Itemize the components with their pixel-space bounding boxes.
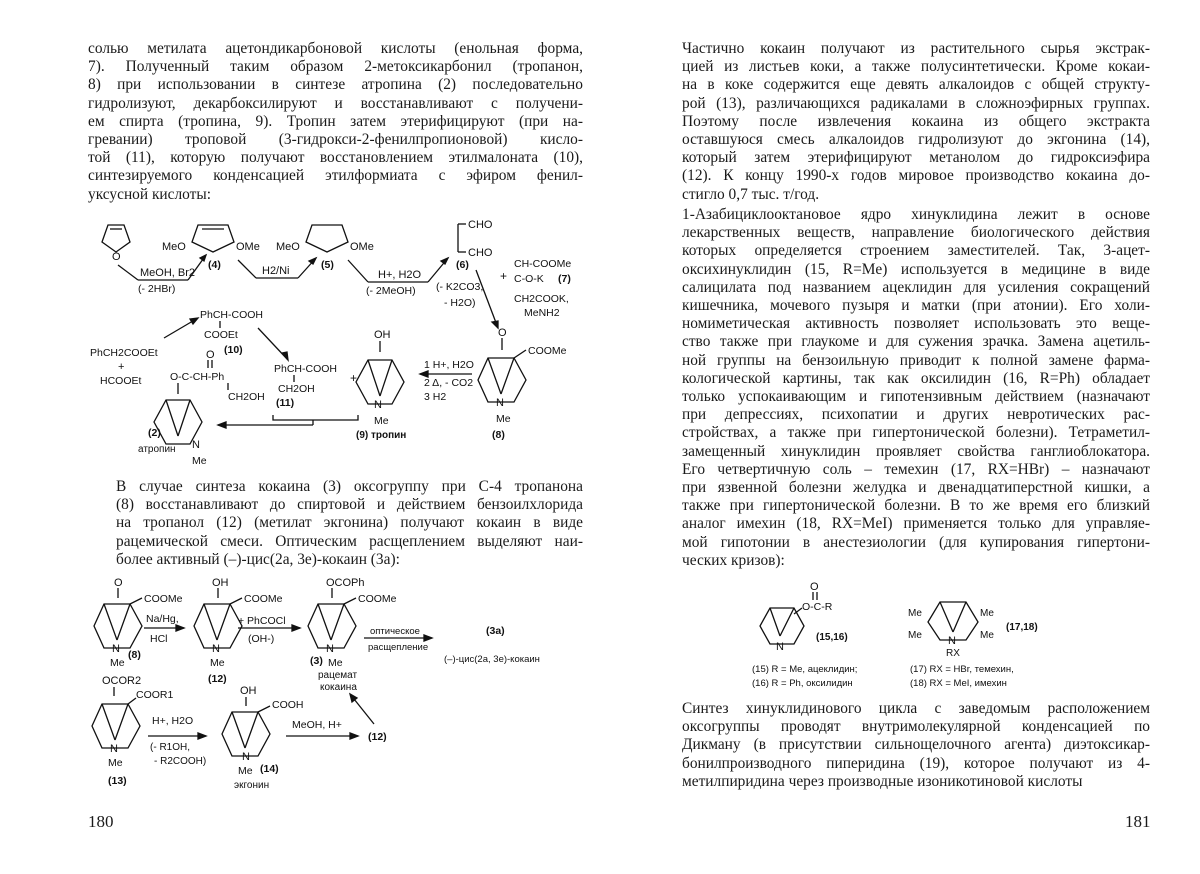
n-label: N [776, 641, 784, 653]
atropine-label: атропин [138, 444, 176, 455]
page-number-left: 180 [88, 812, 114, 831]
label-8: (8) [492, 429, 505, 441]
label-5: (5) [321, 259, 334, 271]
cocaine-synthesis-scheme [88, 572, 588, 802]
n-label: N [110, 743, 118, 755]
label-3a: (3a) [486, 625, 505, 637]
cis-cocaine-label: (–)-цис(2а, 3е)-кокаин [444, 654, 540, 665]
right-para-2 [654, 206, 1150, 570]
left-para-1 [88, 40, 583, 204]
text-line: 7). Полученный таким образом 2-метоксикарбонил (тропанон, [88, 58, 583, 76]
me-label: Me [192, 455, 207, 467]
atropine-synthesis-scheme [88, 210, 588, 470]
compound-12-structure [194, 577, 283, 685]
step-1: 1 H+, H2O [424, 359, 474, 371]
meo-label: MeO [276, 241, 300, 253]
text-line: Синтез хинуклидинового цикла с заведомым расположением [682, 700, 1150, 717]
cond-r1oh: (- R1OH, [150, 742, 190, 753]
text-line: мой гипотонии в анестезиологии (для купирования гипертони- [682, 533, 1150, 551]
left-para-2 [88, 478, 583, 569]
label-17-18: (17,18) [1006, 622, 1038, 633]
rx-label: RX [946, 648, 960, 659]
oh-label: OH [240, 685, 257, 697]
ester-label: O-C-R [802, 601, 833, 613]
cond-minus-2hbr: (- 2HBr) [138, 283, 176, 295]
me-label: Me [238, 765, 253, 777]
n-label: N [326, 643, 334, 655]
me-label: Me [908, 630, 922, 641]
label-3: (3) [310, 655, 323, 667]
cooh-label: COOH [272, 699, 304, 711]
label-10: (10) [224, 344, 243, 356]
ch2oh-label: CH2OH [228, 391, 265, 403]
me-label: Me [108, 757, 123, 769]
compound-15-16-structure [760, 581, 848, 653]
text-line: на в коке содержится еще девять алкалоидов с общей структу- [682, 76, 1150, 94]
text-line: стройствах, а также при гипертонической болезни). Тетраметил- [682, 424, 1150, 442]
text-line: (8) восстанавливают до спиртовой и действием бензоилхлорида [116, 496, 583, 514]
cond-phcocl: + PhCOCl [238, 615, 286, 627]
cond-meoh-br2: MeOH, Br2 [140, 267, 196, 279]
n-label: N [112, 643, 120, 655]
oh-label: OH [212, 577, 229, 589]
text-line: ство также при глаукоме и для сужения зрачка. Замена ацетиль- [682, 333, 1150, 351]
cond-k2co3: (- K2CO3, [436, 281, 484, 293]
label-12: (12) [368, 731, 387, 743]
cho-label: CHO [468, 219, 493, 231]
caption-17: (17) RX = HBr, темехин, [910, 664, 1014, 675]
phch-cooh-label: PhCH-COOH [274, 363, 338, 375]
text-line: уксусной кислоты: [88, 185, 212, 203]
hcooet-label: HCOOEt [100, 375, 142, 387]
text-line: ческих кризов): [682, 551, 785, 569]
oh-label: OH [374, 329, 391, 341]
text-line: который затем этерифицируют метанолом до гидроксиэфира [682, 149, 1150, 167]
ome-label: OMe [350, 241, 374, 253]
o-label: O [114, 577, 123, 589]
right-para-3 [654, 700, 1150, 791]
phch-cooh-label: PhCH-COOH [200, 309, 264, 321]
cond-hcl: HCl [150, 633, 168, 645]
label-2: (2) [148, 427, 161, 439]
racemate-label: кокаина [320, 682, 357, 693]
text-line: солью метилата ацетондикарбоновой кислоты (енольная форма, [88, 40, 583, 57]
cho-label: CHO [468, 247, 493, 259]
label-7: (7) [558, 273, 571, 285]
label-14: (14) [260, 763, 279, 775]
o-label: O [498, 327, 507, 339]
text-line: Поэтому после извлечения кокаина из общего экстракта [682, 112, 1150, 130]
compound-13-structure [92, 675, 174, 787]
cond-h-h2o: H+, H2O [152, 715, 194, 727]
coome-label: COOMe [528, 345, 567, 357]
label-11: (11) [276, 397, 295, 409]
label-8: (8) [128, 649, 141, 661]
label-15-16: (15,16) [816, 632, 848, 643]
compound-14-structure [222, 685, 304, 791]
step-2: 2 Δ, - CO2 [424, 377, 474, 389]
furan-o: O [112, 251, 121, 263]
right-page [600, 0, 1200, 874]
text-line: стигло 0,7 тыс. т/год. [682, 185, 820, 203]
compound-9-structure [356, 329, 406, 441]
text-line: ем спирта (тропина, 9). Тропин затем этерифицируют (при на- [88, 112, 583, 130]
optical-label: расщепление [368, 642, 429, 653]
text-line: только успокаивающим и гипотензивным действием (назначают [682, 388, 1150, 406]
me-label: Me [110, 657, 125, 669]
furan-structure [102, 225, 130, 263]
compound-6-structure [456, 219, 493, 271]
quinuclidine-structures [750, 578, 1070, 690]
phch2cooet-label: PhCH2COOEt [90, 347, 158, 359]
text-line: более активный (–)-цис(2а, 3е)-кокаин (3а): [116, 550, 400, 568]
text-line: кологической картины, так как оксилидин (16, R=Ph) обладает [682, 369, 1150, 387]
cooet-label: COOEt [204, 329, 238, 341]
text-line: при язвенной болезни желудка и двенадцатиперстной кишки, а [682, 479, 1150, 497]
me-label: Me [496, 413, 511, 425]
compound-2-atropine-structure [138, 349, 265, 467]
n-label: N [496, 397, 504, 409]
ocor2-label: OCOR2 [102, 675, 142, 687]
cond-h-h2o: H+, H2O [378, 269, 422, 281]
text-line: при депрессиях, психопатии и других невротических рас- [682, 406, 1150, 424]
label-4: (4) [208, 259, 221, 271]
text-line: которых определяется строением заместителей. Так, 3-ацет- [682, 242, 1150, 260]
ome-label: OMe [236, 241, 260, 253]
ocoph-label: OCOPh [326, 577, 365, 589]
compound-11-structure [274, 363, 337, 409]
compound-17-18-structure [908, 602, 1038, 659]
ester-label: O-C-CH-Ph [170, 371, 225, 383]
right-para-1 [654, 40, 1150, 204]
o-label: O [810, 581, 819, 593]
text-line: оставшуюся смесь алкалоидов гидролизуют до экгонина (14), [682, 131, 1150, 149]
c-ok-label: C-O-K [514, 273, 544, 285]
cond-r2cooh: - R2COOH) [154, 756, 207, 767]
cond-minus-2meoh: (- 2MeOH) [366, 285, 416, 297]
n-label: N [948, 635, 956, 647]
text-line: 8) при использовании в синтезе атропина (2) последовательно [88, 76, 583, 94]
plus-sign: + [500, 269, 508, 283]
coor1-label: COOR1 [136, 689, 174, 701]
meo-label: MeO [162, 241, 186, 253]
me-label: Me [908, 608, 922, 619]
text-line: Частично кокаин получают из растительного сырья экстрак- [682, 40, 1150, 57]
coome-label: COOMe [144, 593, 183, 605]
n-label: N [192, 439, 200, 451]
text-line: лекарственных веществ, направление биологического действия [682, 224, 1150, 242]
compound-4-structure [162, 225, 260, 271]
label-12: (12) [208, 673, 227, 685]
text-line: цией из листьев коки, а также полусинтетически. Кроме кокаи- [682, 58, 1150, 76]
coome-label: COOMe [244, 593, 283, 605]
label-9-tropine: (9) тропин [356, 430, 407, 441]
label-6: (6) [456, 259, 469, 271]
me-label: Me [980, 630, 994, 641]
caption-18: (18) RX = MeI, имехин [910, 678, 1007, 689]
o-label: O [206, 349, 215, 361]
n-label: N [374, 399, 382, 411]
step-3: 3 H2 [424, 391, 447, 403]
text-line: Его четвертичную соль – темехин (17, RX=HBr) – назначают [682, 460, 1150, 478]
text-line: (12). К концу 1990-х годов мировое производство кокаина до- [682, 167, 1150, 185]
plus-sign: + [118, 361, 125, 373]
menh2-label: MeNH2 [524, 307, 560, 319]
cond-na-hg: Na/Hg, [146, 613, 179, 625]
me-label: Me [374, 415, 389, 427]
text-line: метилпиридина через производные изоникотиновой кислоты [682, 772, 1083, 790]
me-label: Me [328, 657, 343, 669]
text-line: салицилата под названием ацеклидин для усиления сокращений [682, 278, 1150, 296]
text-line: рой (13), различающихся радикалами в сложноэфирных группах. [682, 94, 1150, 112]
text-line: бонилпроизводного пиперидина (19), которое получают из 4- [682, 754, 1150, 772]
caption-16: (16) R = Ph, оксилидин [752, 678, 853, 689]
text-line: аналог имехин (18, RX=MeI) применяется только для управляе- [682, 515, 1150, 533]
text-line: той (11), которую получают восстановлением этилмалоната (10), [88, 149, 583, 167]
text-line: замещенный хинуклидин проявляет свойства ганглиоблокатора. [682, 442, 1150, 460]
text-line: В случае синтеза кокаина (3) оксогруппу при С-4 тропанона [116, 478, 583, 495]
n-label: N [212, 643, 220, 655]
page-number-right: 181 [1125, 812, 1151, 831]
me-label: Me [210, 657, 225, 669]
text-line: ной группы на бензоильную приводит к полной замене фарма- [682, 351, 1150, 369]
compound-5-structure [276, 225, 374, 271]
n-label: N [242, 751, 250, 763]
text-line: Дикману (в присутствии сильнощелочного агента) диэтоксикар- [682, 736, 1150, 754]
ecgonine-label: экгонин [234, 780, 270, 791]
cond-h2-ni: H2/Ni [262, 265, 290, 277]
cond-meoh-h: MeOH, H+ [292, 719, 342, 731]
text-line: на тропанол (12) (метилат экгонина) получают кокаин в виде [116, 514, 583, 532]
text-line: гревании) троповой (3-гидрокси-2-фенилпропионовой) кисло- [88, 131, 583, 149]
text-line: гидролизуют, декарбоксилируют и восстанавливают с получени- [88, 94, 583, 112]
text-line: оксихинуклидин (15, R=Me) используется в медицине в виде [682, 260, 1150, 278]
optical-label: оптическое [370, 626, 420, 637]
text-line: кишечника, мочевого пузыря и матки (при атонии). Его холи- [682, 297, 1150, 315]
racemate-label: рацемат [318, 670, 358, 681]
ch2cook-label: CH2COOK, [514, 293, 569, 305]
coome-label: COOMe [358, 593, 397, 605]
ch-coome-label: CH-COOMe [514, 258, 572, 270]
plus-sign: + [350, 371, 358, 385]
text-line: номиметическая активность позволяет использовать это веще- [682, 315, 1150, 333]
text-line: синтезируемого конденсацией этилформиата с эфиром фенил- [88, 167, 583, 185]
text-line: рацемической смеси. Оптическим расщеплением выделяют наи- [116, 532, 583, 550]
ch2oh-label: CH2OH [278, 383, 315, 395]
me-label: Me [980, 608, 994, 619]
cond-minus-h2o: - H2O) [444, 297, 476, 309]
compound-8-structure [478, 327, 567, 441]
label-13: (13) [108, 775, 127, 787]
caption-15: (15) R = Me, ацеклидин; [752, 664, 858, 675]
text-line: 1-Азабициклооктановое ядро хинуклидина лежит в основе [682, 206, 1150, 223]
cond-oh-minus: (OH-) [248, 633, 275, 645]
text-line: также при гипертонической болезни. В то же время его близкий [682, 497, 1150, 515]
text-line: оксогруппы проводят внутримолекулярной конденсацией по [682, 718, 1150, 736]
compound-7-structure [514, 258, 571, 319]
